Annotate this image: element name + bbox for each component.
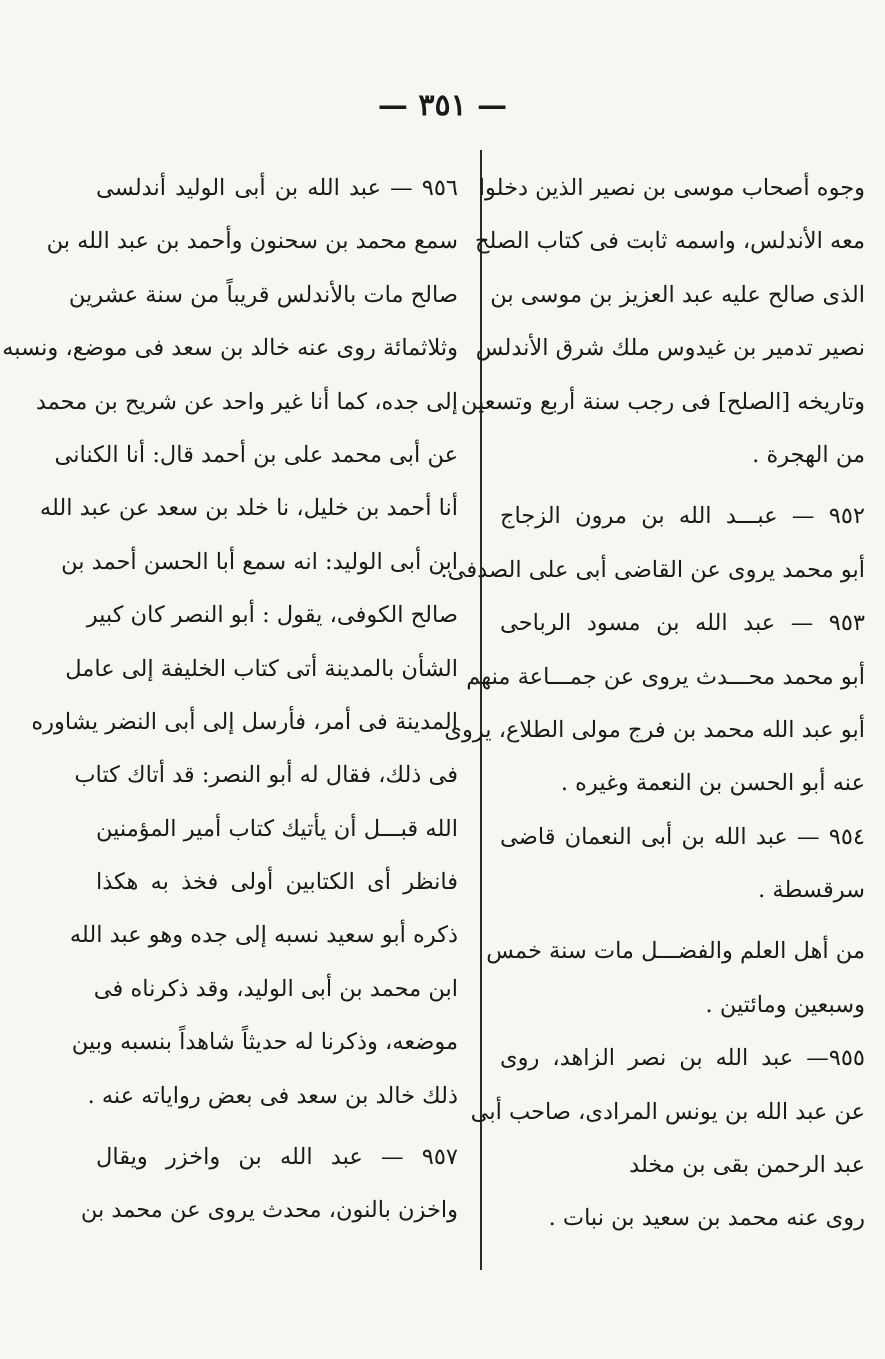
text-line: وجوه أصحاب موسى بن نصير الذين دخلوا (478, 175, 865, 201)
text-line: فى ذلك، فقال له أبو النصر: قد أتاك كتاب (74, 762, 458, 789)
text-line: نصير تدمير بن غيدوس ملك شرق الأندلس (475, 335, 865, 362)
text-line: إلى جده، كما أنا غير واحد عن شريح بن محمد (35, 388, 458, 415)
text-line: الشأن بالمدينة أتى كتاب الخليفة إلى عامل (65, 655, 458, 682)
text-line: عنه أبو الحسن بن النعمة وغيره . (560, 770, 865, 797)
text-line: وتاريخه [الصلح] فى رجب سنة أربع وتسعين (460, 388, 865, 415)
entry-heading: ٩٥٣ — عبد الله بن مسود الرباحى (500, 610, 865, 637)
text-line: صالح مات بالأندلس قريباً من سنة عشرين (68, 281, 458, 308)
entry-heading: ٩٥٥— عبد الله بن نصر الزاهد، روى (500, 1045, 865, 1072)
text-line: أبو عبد الله محمد بن فرج مولى الطلاع، يروى (444, 716, 865, 743)
text-line: الذى صالح عليه عبد العزيز بن موسى بن (490, 281, 865, 308)
text-line: ابن محمد بن أبى الوليد، وقد ذكرناه فى (93, 975, 458, 1002)
text-line: أبو محمد يروى عن القاضى أبى على الصدفى. (440, 556, 865, 583)
entry-heading: ٩٥٧ — عبد الله بن واخزر ويقال (96, 1144, 458, 1171)
entry-heading: ٩٥٢ — عبـــد الله بن مرون الزجاج (500, 503, 865, 530)
text-line: الله قبـــل أن يأتيك كتاب أمير المؤمنين (96, 815, 458, 842)
text-line: من أهل العلم والفضـــل مات سنة خمس (486, 938, 865, 965)
text-line: عن أبى محمد على بن أحمد قال: أنا الكنانى (54, 441, 458, 468)
text-line: روى عنه محمد بن سعيد بن نبات . (548, 1205, 865, 1232)
text-line: أنا أحمد بن خليل، نا خلد بن سعد عن عبد الله (39, 495, 458, 522)
page-number: — ٣٥١ — (377, 88, 508, 123)
left-column (2, 162, 458, 1238)
text-line: سرقسطة . (758, 877, 865, 904)
text-line: من الهجرة . (752, 441, 865, 468)
text-line: فانظر أى الكتابين أولى فخذ به هكذا (96, 869, 458, 896)
text-line: المدينة فى أمر، فأرسل إلى أبى النضر يشاوره (31, 708, 458, 735)
text-line: ابن أبى الوليد: انه سمع أبا الحسن أحمد بن (61, 548, 458, 575)
text-line: ذكره أبو سعيد نسبه إلى جده وهو عبد الله (69, 922, 458, 949)
text-line: موضعه، وذكرنا له حديثاً شاهداً بنسبه وبين (71, 1029, 458, 1056)
entry-heading: ٩٥٤ — عبد الله بن أبى النعمان قاضى (500, 823, 865, 850)
text-line: صالح الكوفى، يقول : أبو النصر كان كبير (86, 602, 458, 629)
text-line: أبو محمد محـــدث يروى عن جمـــاعة منهم (466, 663, 865, 690)
text-line: ذلك خالد بن سعد فى بعض رواياته عنه . (87, 1082, 458, 1109)
text-line: سمع محمد بن سحنون وأحمد بن عبد الله بن (46, 228, 458, 255)
entry-heading: ٩٥٦ — عبد الله بن أبى الوليد أندلسى (96, 175, 458, 201)
right-column (440, 162, 865, 1246)
text-line: عن عبد الله بن يونس المرادى، صاحب أبى (470, 1098, 865, 1125)
text-line: عبد الرحمن بقى بن مخلد (629, 1152, 865, 1179)
text-line: وثلاثمائة روى عنه خالد بن سعد فى موضع، ونسبه (2, 335, 458, 362)
text-line: وسبعين ومائتين . (705, 991, 865, 1018)
text-line: معه الأندلس، واسمه ثابت فى كتاب الصلح (475, 228, 865, 255)
text-line: واخزن بالنون، محدث يروى عن محمد بن (80, 1197, 458, 1224)
